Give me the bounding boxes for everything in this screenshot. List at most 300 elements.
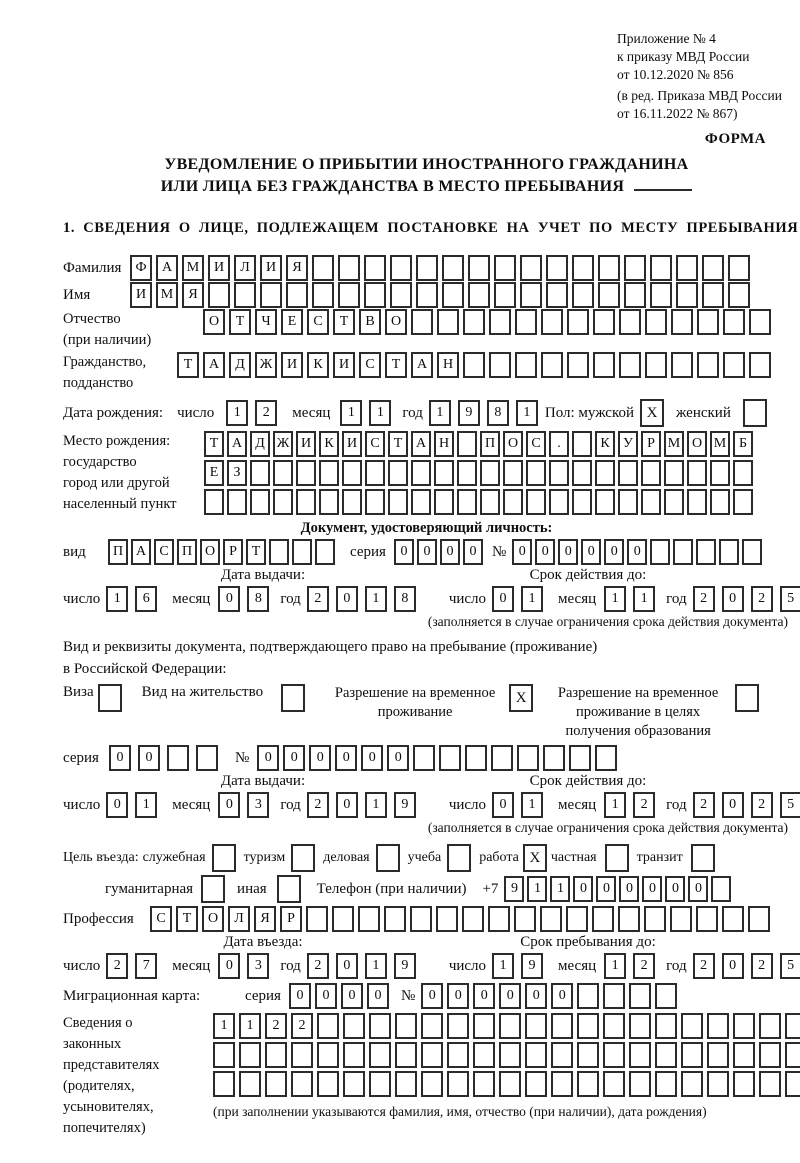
char-cell[interactable] xyxy=(395,1013,417,1039)
char-cell[interactable] xyxy=(785,1013,800,1039)
char-cell[interactable] xyxy=(710,460,730,486)
char-cell[interactable]: Е xyxy=(281,309,303,335)
char-cell[interactable]: С xyxy=(526,431,546,457)
char-cell[interactable] xyxy=(312,282,334,308)
char-cell[interactable] xyxy=(494,255,516,281)
char-cell[interactable] xyxy=(517,745,539,771)
char-cell[interactable]: П xyxy=(480,431,500,457)
char-cell[interactable] xyxy=(369,1013,391,1039)
char-cell[interactable]: 1 xyxy=(365,953,387,979)
char-cell[interactable] xyxy=(759,1071,781,1097)
char-cell[interactable] xyxy=(434,489,454,515)
char-cell[interactable] xyxy=(569,745,591,771)
char-cell[interactable] xyxy=(292,539,312,565)
purpose-tourism-checkbox[interactable] xyxy=(291,844,315,872)
char-cell[interactable] xyxy=(592,906,614,932)
char-cell[interactable]: 0 xyxy=(573,876,593,902)
char-cell[interactable] xyxy=(526,460,546,486)
char-cell[interactable] xyxy=(629,1042,651,1068)
char-cell[interactable] xyxy=(664,460,684,486)
char-cell[interactable] xyxy=(442,255,464,281)
char-cell[interactable] xyxy=(541,309,563,335)
char-cell[interactable] xyxy=(439,745,461,771)
char-cell[interactable] xyxy=(296,489,316,515)
char-cell[interactable] xyxy=(343,1071,365,1097)
char-cell[interactable] xyxy=(696,906,718,932)
char-cell[interactable]: 2 xyxy=(255,400,277,426)
char-cell[interactable]: К xyxy=(595,431,615,457)
char-cell[interactable] xyxy=(710,489,730,515)
char-cell[interactable]: З xyxy=(227,460,247,486)
char-cell[interactable]: О xyxy=(203,309,225,335)
char-cell[interactable]: Н xyxy=(437,352,459,378)
char-cell[interactable] xyxy=(208,282,230,308)
sex-female-checkbox[interactable] xyxy=(743,399,767,427)
char-cell[interactable] xyxy=(273,489,293,515)
char-cell[interactable] xyxy=(473,1013,495,1039)
char-cell[interactable]: 8 xyxy=(247,586,269,612)
char-cell[interactable]: 0 xyxy=(525,983,547,1009)
char-cell[interactable] xyxy=(572,460,592,486)
char-cell[interactable]: 1 xyxy=(604,792,626,818)
char-cell[interactable] xyxy=(595,745,617,771)
char-cell[interactable] xyxy=(343,1013,365,1039)
char-cell[interactable]: 0 xyxy=(289,983,311,1009)
char-cell[interactable] xyxy=(416,282,438,308)
char-cell[interactable] xyxy=(525,1013,547,1039)
char-cell[interactable] xyxy=(213,1042,235,1068)
char-cell[interactable]: 2 xyxy=(751,792,773,818)
char-cell[interactable]: О xyxy=(503,431,523,457)
char-cell[interactable]: 3 xyxy=(247,953,269,979)
char-cell[interactable]: 1 xyxy=(340,400,362,426)
char-cell[interactable] xyxy=(603,1042,625,1068)
char-cell[interactable]: 1 xyxy=(213,1013,235,1039)
char-cell[interactable] xyxy=(593,352,615,378)
char-cell[interactable] xyxy=(696,539,716,565)
char-cell[interactable]: 2 xyxy=(693,792,715,818)
char-cell[interactable] xyxy=(707,1042,729,1068)
char-cell[interactable]: 1 xyxy=(369,400,391,426)
char-cell[interactable] xyxy=(681,1013,703,1039)
char-cell[interactable] xyxy=(503,460,523,486)
char-cell[interactable] xyxy=(546,255,568,281)
char-cell[interactable] xyxy=(572,255,594,281)
char-cell[interactable]: 7 xyxy=(135,953,157,979)
char-cell[interactable] xyxy=(543,745,565,771)
char-cell[interactable]: В xyxy=(359,309,381,335)
char-cell[interactable] xyxy=(480,460,500,486)
char-cell[interactable] xyxy=(317,1042,339,1068)
char-cell[interactable]: А xyxy=(227,431,247,457)
char-cell[interactable]: О xyxy=(385,309,407,335)
char-cell[interactable]: 1 xyxy=(550,876,570,902)
char-cell[interactable] xyxy=(655,1013,677,1039)
char-cell[interactable]: 1 xyxy=(521,586,543,612)
char-cell[interactable] xyxy=(723,352,745,378)
char-cell[interactable]: С xyxy=(307,309,329,335)
char-cell[interactable] xyxy=(733,460,753,486)
char-cell[interactable] xyxy=(551,1042,573,1068)
char-cell[interactable]: Т xyxy=(176,906,198,932)
char-cell[interactable] xyxy=(291,1042,313,1068)
char-cell[interactable] xyxy=(491,745,513,771)
char-cell[interactable] xyxy=(239,1071,261,1097)
char-cell[interactable]: М xyxy=(156,282,178,308)
char-cell[interactable] xyxy=(641,489,661,515)
char-cell[interactable]: Т xyxy=(388,431,408,457)
char-cell[interactable] xyxy=(671,309,693,335)
char-cell[interactable]: А xyxy=(203,352,225,378)
char-cell[interactable]: 1 xyxy=(429,400,451,426)
char-cell[interactable] xyxy=(369,1071,391,1097)
char-cell[interactable] xyxy=(526,489,546,515)
char-cell[interactable]: С xyxy=(359,352,381,378)
char-cell[interactable]: 0 xyxy=(361,745,383,771)
char-cell[interactable] xyxy=(655,1042,677,1068)
char-cell[interactable] xyxy=(213,1071,235,1097)
char-cell[interactable]: 0 xyxy=(558,539,578,565)
char-cell[interactable] xyxy=(728,255,750,281)
char-cell[interactable]: И xyxy=(333,352,355,378)
char-cell[interactable] xyxy=(624,282,646,308)
char-cell[interactable] xyxy=(697,352,719,378)
char-cell[interactable]: 0 xyxy=(315,983,337,1009)
char-cell[interactable] xyxy=(785,1042,800,1068)
char-cell[interactable]: Ф xyxy=(130,255,152,281)
char-cell[interactable]: Я xyxy=(286,255,308,281)
char-cell[interactable]: 1 xyxy=(239,1013,261,1039)
char-cell[interactable]: 0 xyxy=(492,586,514,612)
char-cell[interactable] xyxy=(577,1013,599,1039)
char-cell[interactable]: Р xyxy=(223,539,243,565)
char-cell[interactable]: М xyxy=(664,431,684,457)
char-cell[interactable]: И xyxy=(130,282,152,308)
char-cell[interactable]: 0 xyxy=(463,539,483,565)
char-cell[interactable]: Я xyxy=(182,282,204,308)
char-cell[interactable]: 0 xyxy=(440,539,460,565)
char-cell[interactable] xyxy=(416,255,438,281)
char-cell[interactable]: 0 xyxy=(335,745,357,771)
char-cell[interactable] xyxy=(664,489,684,515)
char-cell[interactable] xyxy=(707,1013,729,1039)
char-cell[interactable] xyxy=(395,1071,417,1097)
char-cell[interactable] xyxy=(411,489,431,515)
char-cell[interactable]: 0 xyxy=(642,876,662,902)
char-cell[interactable]: 0 xyxy=(218,953,240,979)
char-cell[interactable] xyxy=(342,460,362,486)
char-cell[interactable] xyxy=(655,1071,677,1097)
char-cell[interactable]: 8 xyxy=(394,586,416,612)
char-cell[interactable]: Ч xyxy=(255,309,277,335)
visa-checkbox[interactable] xyxy=(98,684,122,712)
char-cell[interactable] xyxy=(603,983,625,1009)
char-cell[interactable] xyxy=(655,983,677,1009)
char-cell[interactable] xyxy=(520,255,542,281)
char-cell[interactable] xyxy=(676,255,698,281)
char-cell[interactable]: 1 xyxy=(516,400,538,426)
char-cell[interactable]: 0 xyxy=(417,539,437,565)
char-cell[interactable] xyxy=(265,1042,287,1068)
char-cell[interactable] xyxy=(598,282,620,308)
char-cell[interactable]: 3 xyxy=(247,792,269,818)
char-cell[interactable]: 0 xyxy=(394,539,414,565)
temp-permit-checkbox[interactable]: X xyxy=(509,684,533,712)
purpose-other-checkbox[interactable] xyxy=(277,875,301,903)
char-cell[interactable]: 0 xyxy=(551,983,573,1009)
char-cell[interactable] xyxy=(286,282,308,308)
char-cell[interactable] xyxy=(629,1013,651,1039)
char-cell[interactable] xyxy=(520,282,542,308)
char-cell[interactable] xyxy=(462,906,484,932)
char-cell[interactable]: 2 xyxy=(693,586,715,612)
char-cell[interactable] xyxy=(494,282,516,308)
char-cell[interactable] xyxy=(644,906,666,932)
char-cell[interactable] xyxy=(572,431,592,457)
char-cell[interactable]: Д xyxy=(250,431,270,457)
char-cell[interactable]: 1 xyxy=(135,792,157,818)
char-cell[interactable]: 2 xyxy=(307,792,329,818)
char-cell[interactable] xyxy=(595,460,615,486)
char-cell[interactable] xyxy=(411,309,433,335)
char-cell[interactable] xyxy=(227,489,247,515)
char-cell[interactable]: 0 xyxy=(336,792,358,818)
char-cell[interactable]: Б xyxy=(733,431,753,457)
char-cell[interactable] xyxy=(641,460,661,486)
char-cell[interactable] xyxy=(603,1071,625,1097)
char-cell[interactable] xyxy=(273,460,293,486)
purpose-business-checkbox[interactable] xyxy=(376,844,400,872)
char-cell[interactable] xyxy=(167,745,189,771)
char-cell[interactable]: 0 xyxy=(106,792,128,818)
char-cell[interactable] xyxy=(369,1042,391,1068)
char-cell[interactable] xyxy=(759,1013,781,1039)
char-cell[interactable] xyxy=(645,309,667,335)
char-cell[interactable] xyxy=(572,282,594,308)
char-cell[interactable] xyxy=(390,282,412,308)
char-cell[interactable] xyxy=(421,1071,443,1097)
char-cell[interactable] xyxy=(365,489,385,515)
char-cell[interactable] xyxy=(541,352,563,378)
char-cell[interactable] xyxy=(447,1013,469,1039)
char-cell[interactable] xyxy=(733,1071,755,1097)
char-cell[interactable] xyxy=(645,352,667,378)
char-cell[interactable] xyxy=(384,906,406,932)
char-cell[interactable] xyxy=(499,1042,521,1068)
purpose-work-checkbox[interactable]: X xyxy=(523,844,547,872)
char-cell[interactable] xyxy=(365,460,385,486)
char-cell[interactable] xyxy=(364,255,386,281)
char-cell[interactable] xyxy=(390,255,412,281)
char-cell[interactable]: 1 xyxy=(365,792,387,818)
char-cell[interactable] xyxy=(338,282,360,308)
char-cell[interactable] xyxy=(358,906,380,932)
char-cell[interactable] xyxy=(707,1071,729,1097)
char-cell[interactable] xyxy=(566,906,588,932)
char-cell[interactable]: П xyxy=(177,539,197,565)
char-cell[interactable] xyxy=(204,489,224,515)
char-cell[interactable] xyxy=(269,539,289,565)
char-cell[interactable] xyxy=(239,1042,261,1068)
char-cell[interactable] xyxy=(468,255,490,281)
char-cell[interactable]: К xyxy=(319,431,339,457)
char-cell[interactable]: 0 xyxy=(309,745,331,771)
char-cell[interactable]: 2 xyxy=(307,953,329,979)
char-cell[interactable] xyxy=(457,489,477,515)
char-cell[interactable] xyxy=(728,282,750,308)
char-cell[interactable] xyxy=(577,983,599,1009)
char-cell[interactable]: 0 xyxy=(581,539,601,565)
char-cell[interactable]: О xyxy=(200,539,220,565)
char-cell[interactable]: 1 xyxy=(521,792,543,818)
char-cell[interactable] xyxy=(442,282,464,308)
char-cell[interactable] xyxy=(395,1042,417,1068)
char-cell[interactable]: 0 xyxy=(619,876,639,902)
char-cell[interactable]: 2 xyxy=(106,953,128,979)
char-cell[interactable] xyxy=(234,282,256,308)
char-cell[interactable] xyxy=(759,1042,781,1068)
char-cell[interactable] xyxy=(514,906,536,932)
char-cell[interactable] xyxy=(603,1013,625,1039)
char-cell[interactable]: 2 xyxy=(633,792,655,818)
char-cell[interactable]: И xyxy=(208,255,230,281)
purpose-transit-checkbox[interactable] xyxy=(691,844,715,872)
char-cell[interactable] xyxy=(463,309,485,335)
char-cell[interactable]: 2 xyxy=(751,586,773,612)
char-cell[interactable] xyxy=(629,1071,651,1097)
char-cell[interactable] xyxy=(436,906,458,932)
char-cell[interactable] xyxy=(317,1013,339,1039)
char-cell[interactable] xyxy=(619,352,641,378)
char-cell[interactable] xyxy=(196,745,218,771)
char-cell[interactable] xyxy=(577,1042,599,1068)
char-cell[interactable] xyxy=(546,282,568,308)
char-cell[interactable]: Н xyxy=(434,431,454,457)
char-cell[interactable]: К xyxy=(307,352,329,378)
char-cell[interactable] xyxy=(488,906,510,932)
char-cell[interactable] xyxy=(551,1071,573,1097)
char-cell[interactable]: 0 xyxy=(138,745,160,771)
char-cell[interactable]: А xyxy=(411,431,431,457)
char-cell[interactable] xyxy=(549,460,569,486)
char-cell[interactable] xyxy=(332,906,354,932)
char-cell[interactable] xyxy=(388,489,408,515)
char-cell[interactable] xyxy=(525,1042,547,1068)
char-cell[interactable]: 1 xyxy=(633,586,655,612)
char-cell[interactable] xyxy=(549,489,569,515)
char-cell[interactable] xyxy=(260,282,282,308)
char-cell[interactable]: 9 xyxy=(458,400,480,426)
char-cell[interactable] xyxy=(742,539,762,565)
char-cell[interactable] xyxy=(447,1071,469,1097)
purpose-private-checkbox[interactable] xyxy=(605,844,629,872)
char-cell[interactable]: Р xyxy=(641,431,661,457)
char-cell[interactable]: Р xyxy=(280,906,302,932)
residence-permit-checkbox[interactable] xyxy=(281,684,305,712)
char-cell[interactable]: Ж xyxy=(255,352,277,378)
char-cell[interactable] xyxy=(312,255,334,281)
char-cell[interactable] xyxy=(338,255,360,281)
char-cell[interactable] xyxy=(388,460,408,486)
char-cell[interactable] xyxy=(702,255,724,281)
char-cell[interactable] xyxy=(411,460,431,486)
char-cell[interactable]: 0 xyxy=(447,983,469,1009)
char-cell[interactable]: О xyxy=(202,906,224,932)
char-cell[interactable] xyxy=(624,255,646,281)
char-cell[interactable] xyxy=(671,352,693,378)
char-cell[interactable]: 2 xyxy=(693,953,715,979)
char-cell[interactable]: 9 xyxy=(504,876,524,902)
char-cell[interactable] xyxy=(434,460,454,486)
char-cell[interactable] xyxy=(733,1042,755,1068)
char-cell[interactable]: М xyxy=(182,255,204,281)
char-cell[interactable]: 0 xyxy=(627,539,647,565)
char-cell[interactable] xyxy=(499,1071,521,1097)
char-cell[interactable] xyxy=(525,1071,547,1097)
char-cell[interactable] xyxy=(319,460,339,486)
char-cell[interactable] xyxy=(540,906,562,932)
char-cell[interactable] xyxy=(480,489,500,515)
char-cell[interactable]: 9 xyxy=(521,953,543,979)
char-cell[interactable] xyxy=(421,1042,443,1068)
char-cell[interactable]: 5 xyxy=(780,953,800,979)
char-cell[interactable]: М xyxy=(710,431,730,457)
char-cell[interactable] xyxy=(473,1071,495,1097)
char-cell[interactable]: 2 xyxy=(751,953,773,979)
char-cell[interactable]: Т xyxy=(385,352,407,378)
char-cell[interactable]: Т xyxy=(333,309,355,335)
char-cell[interactable]: 0 xyxy=(421,983,443,1009)
char-cell[interactable] xyxy=(457,431,477,457)
char-cell[interactable]: Я xyxy=(254,906,276,932)
char-cell[interactable]: Т xyxy=(246,539,266,565)
char-cell[interactable]: И xyxy=(342,431,362,457)
char-cell[interactable]: И xyxy=(281,352,303,378)
char-cell[interactable]: 0 xyxy=(492,792,514,818)
char-cell[interactable]: 0 xyxy=(218,792,240,818)
char-cell[interactable]: 2 xyxy=(633,953,655,979)
char-cell[interactable]: Ж xyxy=(273,431,293,457)
char-cell[interactable] xyxy=(618,460,638,486)
char-cell[interactable] xyxy=(317,1071,339,1097)
char-cell[interactable]: 5 xyxy=(780,792,800,818)
char-cell[interactable]: 0 xyxy=(722,792,744,818)
char-cell[interactable] xyxy=(722,906,744,932)
char-cell[interactable] xyxy=(306,906,328,932)
char-cell[interactable] xyxy=(670,906,692,932)
char-cell[interactable] xyxy=(567,309,589,335)
purpose-humanitarian-checkbox[interactable] xyxy=(201,875,225,903)
char-cell[interactable]: 8 xyxy=(487,400,509,426)
char-cell[interactable] xyxy=(598,255,620,281)
char-cell[interactable]: 0 xyxy=(109,745,131,771)
char-cell[interactable]: 0 xyxy=(218,586,240,612)
char-cell[interactable]: Е xyxy=(204,460,224,486)
char-cell[interactable]: 5 xyxy=(780,586,800,612)
char-cell[interactable] xyxy=(421,1013,443,1039)
char-cell[interactable]: 0 xyxy=(257,745,279,771)
char-cell[interactable] xyxy=(618,489,638,515)
char-cell[interactable]: 0 xyxy=(604,539,624,565)
char-cell[interactable] xyxy=(785,1071,800,1097)
char-cell[interactable] xyxy=(473,1042,495,1068)
char-cell[interactable] xyxy=(463,352,485,378)
char-cell[interactable]: О xyxy=(687,431,707,457)
char-cell[interactable] xyxy=(250,460,270,486)
char-cell[interactable] xyxy=(515,309,537,335)
char-cell[interactable] xyxy=(673,539,693,565)
char-cell[interactable]: Т xyxy=(204,431,224,457)
